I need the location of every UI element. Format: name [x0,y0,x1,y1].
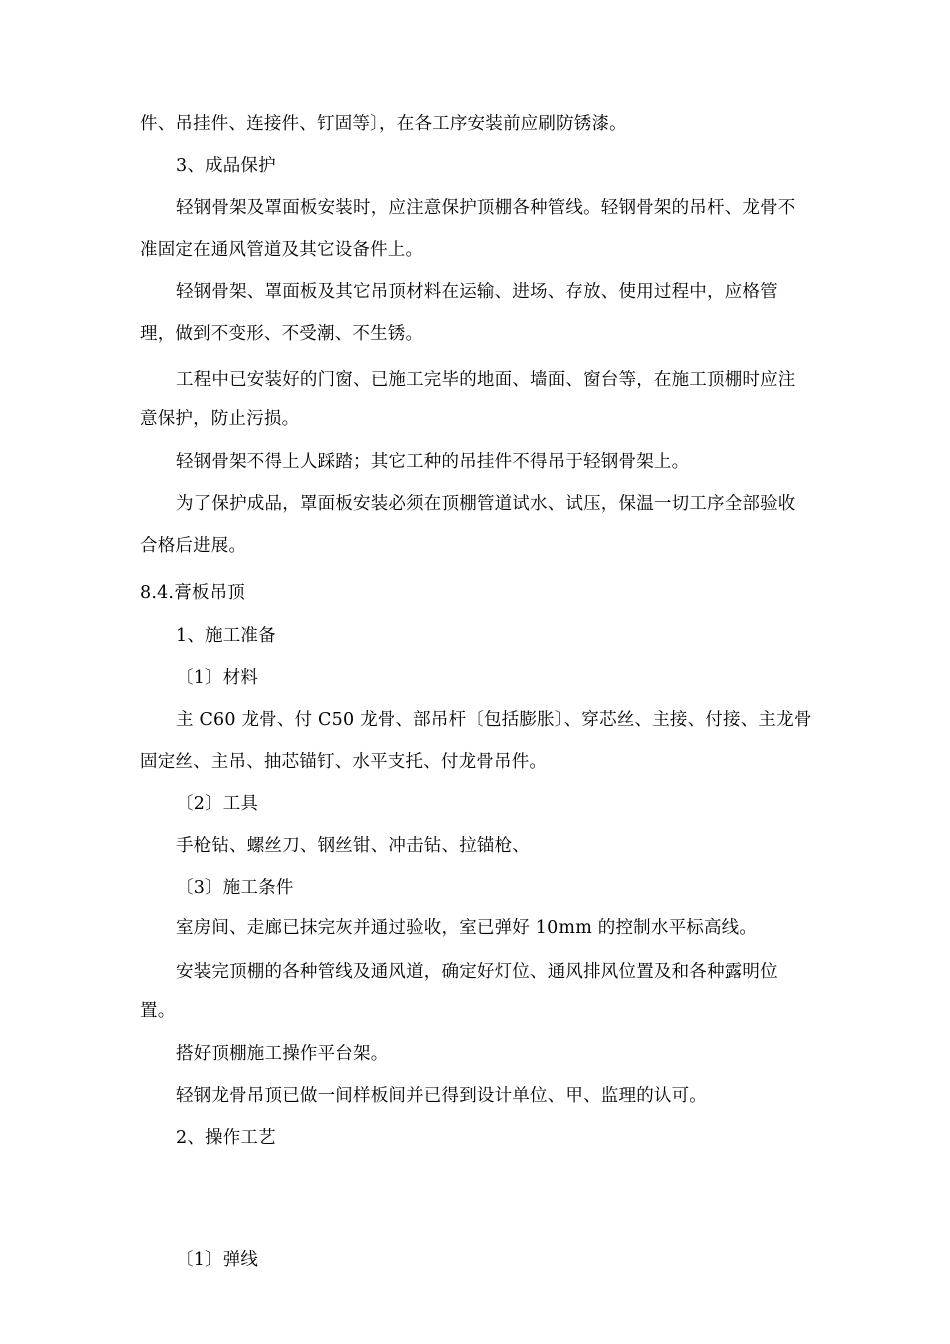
paragraph-line: 意保护，防止污损。 [140,409,300,429]
paragraph-line: 合格后进展。 [140,536,247,556]
paragraph-line: 室房间、走廊已抹完灰并通过验收，室已弹好 10mm 的控制水平标高线。 [176,918,758,938]
paragraph-line: 为了保护成品，罩面板安装必须在顶棚管道试水、试压，保温一切工序全部验收 [176,494,796,514]
paragraph-line: 轻钢龙骨吊顶已做一间样板间并已得到设计单位、甲、监理的认可。 [176,1086,707,1106]
section-heading: 1、施工准备 [176,626,276,646]
paragraph-line: 轻钢骨架及罩面板安装时，应注意保护顶棚各种管线。轻钢骨架的吊杆、龙骨不 [176,198,796,218]
paragraph-line: 理，做到不变形、不受潮、不生锈。 [140,324,424,344]
subsection-heading: 〔3〕施工条件 [176,878,294,898]
paragraph-line: 准固定在通风管道及其它设备件上。 [140,240,424,260]
paragraph-line: 安装完顶棚的各种管线及通风道，确定好灯位、通风排风位置及和各种露明位 [176,962,778,982]
paragraph-line: 搭好顶棚施工操作平台架。 [176,1044,389,1064]
subsection-heading: 〔1〕材料 [176,668,259,688]
section-heading: 8.4.膏板吊顶 [140,583,245,603]
paragraph-line: 手枪钻、螺丝刀、钢丝钳、冲击钻、拉锚枪、 [176,836,530,856]
paragraph-line: 置。 [140,1001,176,1021]
subsection-heading: 〔2〕工具 [176,794,259,814]
paragraph-line: 轻钢骨架不得上人踩踏；其它工种的吊挂件不得吊于轻钢骨架上。 [176,452,690,472]
paragraph-line: 固定丝、主吊、抽芯锚钉、水平支托、付龙骨吊件。 [140,752,548,772]
paragraph-line: 主 C60 龙骨、付 C50 龙骨、部吊杆〔包括膨胀〕、穿芯丝、主接、付接、主龙骨 [176,710,812,730]
paragraph-line: 工程中已安装好的门窗、已施工完毕的地面、墙面、窗台等，在施工顶棚时应注 [176,370,796,390]
paragraph-line: 件、吊挂件、连接件、钉固等〕，在各工序安装前应刷防锈漆。 [140,114,627,134]
section-heading: 3、成品保护 [176,156,276,176]
section-heading: 2、操作工艺 [176,1128,276,1148]
paragraph-line: 轻钢骨架、罩面板及其它吊顶材料在运输、进场、存放、使用过程中，应格管 [176,282,778,302]
subsection-heading: 〔1〕弹线 [176,1250,259,1270]
